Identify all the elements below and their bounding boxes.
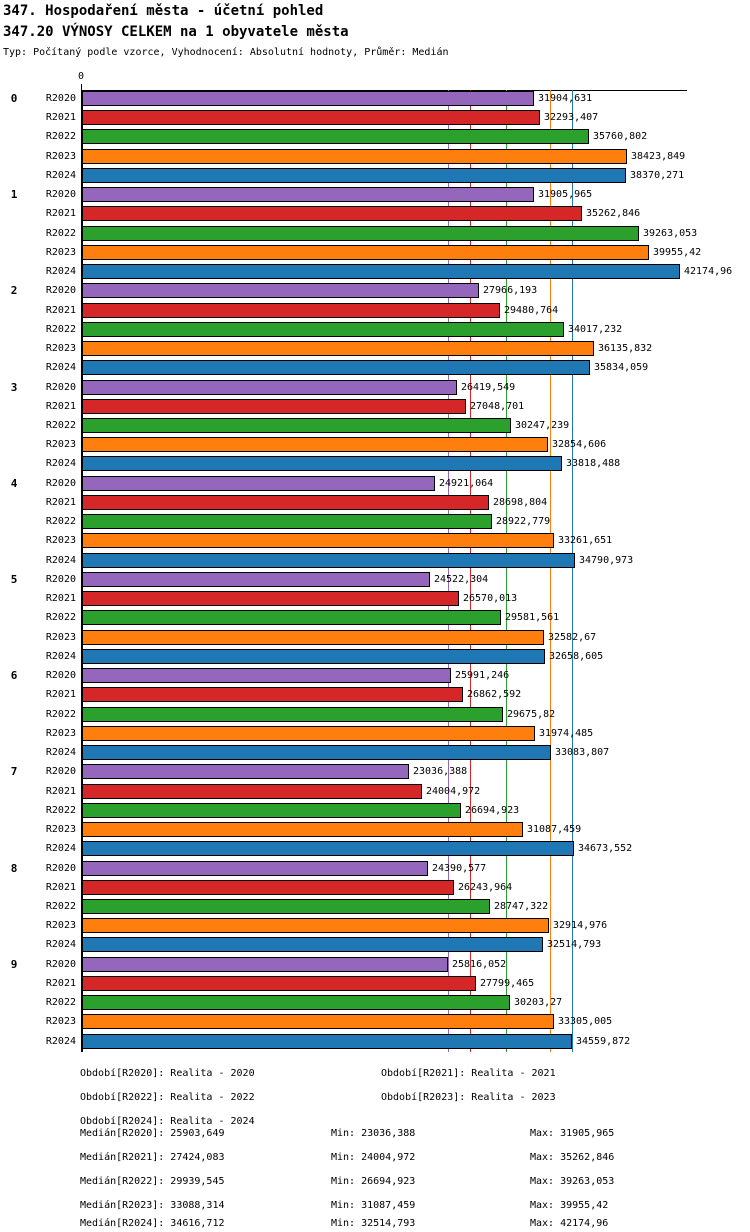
bar-value-label: 39263,053	[643, 228, 698, 239]
row-label-R2023: R2023	[45, 728, 76, 739]
row-label-R2023: R2023	[45, 343, 76, 354]
bar-value-label: 33305,005	[558, 1016, 613, 1027]
row-label-R2021: R2021	[45, 978, 76, 989]
bar-value-label: 27799,465	[480, 978, 535, 989]
bar-5-R2022	[82, 610, 501, 625]
bar-7-R2021	[82, 784, 422, 799]
bar-2-R2021	[82, 303, 500, 318]
row-label-R2022: R2022	[45, 612, 76, 623]
row-label-R2022: R2022	[45, 709, 76, 720]
bar-5-R2024	[82, 649, 545, 664]
indicator-meta: Typ: Počítaný podle vzorce, Vyhodnocení: Absolutní hodnoty, Průměr: Medián	[3, 47, 449, 58]
group-label: 0	[10, 92, 18, 105]
bar-1-R2022	[82, 226, 639, 241]
bar-value-label: 31905,965	[538, 189, 593, 200]
bar-0-R2023	[82, 149, 627, 164]
bar-value-label: 42174,96	[684, 266, 733, 277]
row-label-R2023: R2023	[45, 247, 76, 258]
bar-value-label: 23036,388	[413, 766, 468, 777]
stats-min: Min: 26694,923	[331, 1176, 416, 1187]
stats-median: Medián[R2020]: 25903,649	[80, 1128, 225, 1139]
bar-value-label: 29581,561	[505, 612, 560, 623]
bar-value-label: 32293,407	[544, 112, 599, 123]
bar-9-R2022	[82, 995, 510, 1010]
bar-value-label: 24522,304	[434, 574, 489, 585]
bar-value-label: 33261,651	[558, 535, 613, 546]
row-label-R2020: R2020	[45, 285, 76, 296]
bar-value-label: 34673,552	[578, 843, 633, 854]
row-label-R2024: R2024	[45, 651, 76, 662]
stats-max: Max: 31905,965	[530, 1128, 615, 1139]
bar-value-label: 26243,964	[458, 882, 513, 893]
stats-median: Medián[R2023]: 33088,314	[80, 1200, 225, 1211]
bar-4-R2021	[82, 495, 489, 510]
bar-value-label: 25991,246	[455, 670, 510, 681]
bar-value-label: 24921,064	[439, 478, 494, 489]
bar-7-R2022	[82, 803, 461, 818]
bar-value-label: 31974,485	[539, 728, 594, 739]
row-label-R2021: R2021	[45, 689, 76, 700]
bar-value-label: 26419,549	[461, 382, 516, 393]
bar-value-label: 34017,232	[568, 324, 623, 335]
bar-3-R2021	[82, 399, 466, 414]
bar-5-R2023	[82, 630, 544, 645]
row-label-R2022: R2022	[45, 805, 76, 816]
stats-min: Min: 31087,459	[331, 1200, 416, 1211]
row-label-R2020: R2020	[45, 478, 76, 489]
bar-8-R2021	[82, 880, 454, 895]
row-label-R2023: R2023	[45, 151, 76, 162]
stats-min: Min: 32514,793	[331, 1218, 416, 1229]
bar-value-label: 31087,459	[527, 824, 582, 835]
bar-value-label: 32582,67	[548, 632, 597, 643]
bar-value-label: 28922,779	[496, 516, 551, 527]
stats-median: Medián[R2024]: 34616,712	[80, 1218, 225, 1229]
bar-3-R2022	[82, 418, 511, 433]
bar-9-R2021	[82, 976, 476, 991]
bar-value-label: 35834,059	[594, 362, 649, 373]
row-label-R2022: R2022	[45, 131, 76, 142]
row-label-R2022: R2022	[45, 420, 76, 431]
bar-3-R2023	[82, 437, 548, 452]
bar-2-R2020	[82, 283, 479, 298]
group-label: 3	[10, 381, 18, 394]
row-label-R2024: R2024	[45, 555, 76, 566]
bar-value-label: 34559,872	[576, 1036, 631, 1047]
bar-7-R2023	[82, 822, 523, 837]
row-label-R2023: R2023	[45, 824, 76, 835]
bar-0-R2022	[82, 129, 589, 144]
row-label-R2021: R2021	[45, 786, 76, 797]
bar-6-R2024	[82, 745, 551, 760]
row-label-R2020: R2020	[45, 93, 76, 104]
row-label-R2021: R2021	[45, 497, 76, 508]
bar-value-label: 32914,976	[553, 920, 608, 931]
bar-value-label: 25816,052	[452, 959, 507, 970]
bar-9-R2023	[82, 1014, 554, 1029]
row-label-R2020: R2020	[45, 382, 76, 393]
row-label-R2021: R2021	[45, 882, 76, 893]
legend-period-entry: Období[R2024]: Realita - 2024	[80, 1116, 255, 1127]
row-label-R2024: R2024	[45, 939, 76, 950]
bar-value-label: 35262,846	[586, 208, 641, 219]
bar-1-R2021	[82, 206, 582, 221]
row-label-R2020: R2020	[45, 959, 76, 970]
stats-max: Max: 42174,96	[530, 1218, 609, 1229]
bar-value-label: 26862,592	[467, 689, 522, 700]
bar-value-label: 29675,82	[507, 709, 556, 720]
row-label-R2021: R2021	[45, 593, 76, 604]
group-label: 9	[10, 958, 18, 971]
stats-min: Min: 24004,972	[331, 1152, 416, 1163]
legend-period-entry: Období[R2021]: Realita - 2021	[381, 1068, 556, 1079]
row-label-R2022: R2022	[45, 324, 76, 335]
bar-6-R2020	[82, 668, 451, 683]
bar-value-label: 33083,807	[555, 747, 610, 758]
bar-2-R2023	[82, 341, 594, 356]
stats-max: Max: 39263,053	[530, 1176, 615, 1187]
bar-8-R2020	[82, 861, 428, 876]
group-label: 7	[10, 765, 18, 778]
bar-value-label: 24004,972	[426, 786, 481, 797]
bar-value-label: 26570,013	[463, 593, 518, 604]
bar-value-label: 32658,605	[549, 651, 604, 662]
bar-3-R2020	[82, 380, 457, 395]
row-label-R2023: R2023	[45, 632, 76, 643]
bar-value-label: 33818,488	[566, 458, 621, 469]
row-label-R2020: R2020	[45, 766, 76, 777]
row-label-R2021: R2021	[45, 112, 76, 123]
legend-period-entry: Období[R2022]: Realita - 2022	[80, 1092, 255, 1103]
bar-4-R2023	[82, 533, 554, 548]
bar-value-label: 24390,577	[432, 863, 487, 874]
bar-value-label: 27048,701	[470, 401, 525, 412]
bar-value-label: 30247,239	[515, 420, 570, 431]
row-label-R2022: R2022	[45, 228, 76, 239]
row-label-R2020: R2020	[45, 574, 76, 585]
bar-value-label: 27966,193	[483, 285, 538, 296]
bar-value-label: 29480,764	[504, 305, 559, 316]
bar-3-R2024	[82, 456, 562, 471]
row-label-R2020: R2020	[45, 863, 76, 874]
row-label-R2023: R2023	[45, 920, 76, 931]
bar-8-R2022	[82, 899, 490, 914]
row-label-R2024: R2024	[45, 170, 76, 181]
row-label-R2024: R2024	[45, 362, 76, 373]
row-label-R2022: R2022	[45, 997, 76, 1008]
stats-min: Min: 23036,388	[331, 1128, 416, 1139]
row-label-R2024: R2024	[45, 1036, 76, 1047]
row-label-R2020: R2020	[45, 670, 76, 681]
bar-6-R2022	[82, 707, 503, 722]
row-label-R2023: R2023	[45, 439, 76, 450]
row-label-R2021: R2021	[45, 208, 76, 219]
row-label-R2020: R2020	[45, 189, 76, 200]
bar-1-R2020	[82, 187, 534, 202]
bar-0-R2021	[82, 110, 540, 125]
bar-4-R2022	[82, 514, 492, 529]
bar-6-R2021	[82, 687, 463, 702]
bar-value-label: 36135,832	[598, 343, 653, 354]
stats-max: Max: 39955,42	[530, 1200, 609, 1211]
group-label: 8	[10, 862, 18, 875]
bar-value-label: 30203,27	[514, 997, 563, 1008]
bar-value-label: 32514,793	[547, 939, 602, 950]
bar-0-R2020	[82, 91, 534, 106]
bar-value-label: 34790,973	[579, 555, 634, 566]
row-label-R2024: R2024	[45, 458, 76, 469]
bar-2-R2024	[82, 360, 590, 375]
stats-median: Medián[R2021]: 27424,083	[80, 1152, 225, 1163]
group-label: 4	[10, 477, 18, 490]
bar-value-label: 39955,42	[653, 247, 702, 258]
group-label: 5	[10, 573, 18, 586]
stats-max: Max: 35262,846	[530, 1152, 615, 1163]
group-label: 6	[10, 669, 18, 682]
bar-4-R2024	[82, 553, 575, 568]
bar-8-R2023	[82, 918, 549, 933]
row-label-R2024: R2024	[45, 843, 76, 854]
group-label: 2	[10, 284, 18, 297]
bar-5-R2020	[82, 572, 430, 587]
bar-value-label: 38423,849	[631, 151, 686, 162]
bar-1-R2023	[82, 245, 649, 260]
bar-value-label: 35760,802	[593, 131, 648, 142]
bar-0-R2024	[82, 168, 626, 183]
bar-9-R2024	[82, 1034, 572, 1049]
group-label: 1	[10, 188, 18, 201]
row-label-R2022: R2022	[45, 901, 76, 912]
bar-6-R2023	[82, 726, 535, 741]
bar-value-label: 28698,804	[493, 497, 548, 508]
bar-value-label: 31904,631	[538, 93, 593, 104]
row-label-R2021: R2021	[45, 401, 76, 412]
bar-5-R2021	[82, 591, 459, 606]
bar-value-label: 28747,322	[494, 901, 549, 912]
row-label-R2021: R2021	[45, 305, 76, 316]
row-label-R2023: R2023	[45, 1016, 76, 1027]
report-title: 347. Hospodaření města - účetní pohled	[3, 3, 324, 19]
bar-9-R2020	[82, 957, 448, 972]
row-label-R2023: R2023	[45, 535, 76, 546]
row-label-R2024: R2024	[45, 747, 76, 758]
bar-value-label: 32854,606	[552, 439, 607, 450]
bar-7-R2020	[82, 764, 409, 779]
legend-period-entry: Období[R2023]: Realita - 2023	[381, 1092, 556, 1103]
bar-1-R2024	[82, 264, 680, 279]
bar-value-label: 26694,923	[465, 805, 520, 816]
row-label-R2022: R2022	[45, 516, 76, 527]
legend-period-entry: Období[R2020]: Realita - 2020	[80, 1068, 255, 1079]
stats-median: Medián[R2022]: 29939,545	[80, 1176, 225, 1187]
bar-4-R2020	[82, 476, 435, 491]
bar-7-R2024	[82, 841, 574, 856]
x-axis-origin-tick-label: 0	[77, 71, 85, 82]
bar-value-label: 38370,271	[630, 170, 685, 181]
indicator-title: 347.20 VÝNOSY CELKEM na 1 obyvatele města	[3, 24, 349, 40]
row-label-R2024: R2024	[45, 266, 76, 277]
bar-8-R2024	[82, 937, 543, 952]
bar-2-R2022	[82, 322, 564, 337]
